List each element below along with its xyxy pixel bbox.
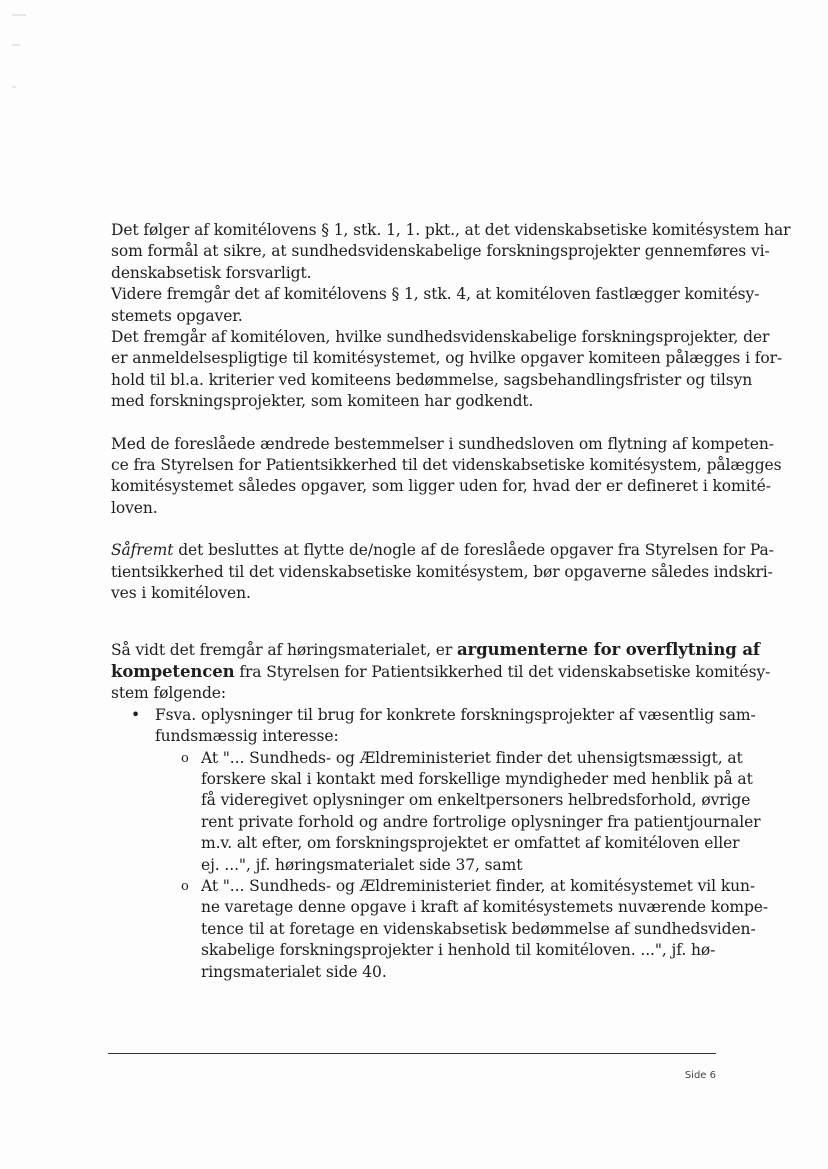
text-line: Videre fremgår det af komitélovens § 1, stk. 4, at komitéloven fastlægger komitésy- xyxy=(111,285,760,304)
text-line: Det følger af komitélovens § 1, stk. 1, 1. pkt., at det videnskabsetiske komitésystem har xyxy=(111,221,791,239)
text-line: ce fra Styrelsen for Patientsikkerhed til det videnskabsetiske komitésystem, pålægges xyxy=(111,456,782,475)
text-line: med forskningsprojekter, som komiteen har godkendt. xyxy=(111,392,534,411)
text-line: stemets opgaver. xyxy=(111,306,243,325)
text-line: fundsmæssig interesse: xyxy=(155,727,339,746)
document-body xyxy=(111,220,791,983)
text-run: Så vidt det fremgår af høringsmaterialet, er xyxy=(111,640,457,659)
paragraph-spacer xyxy=(111,413,721,434)
paragraph-saafremt xyxy=(111,540,774,604)
text-line: som formål at sikre, at sundhedsvidenskabelige forskningsprojekter gennemføres vi- xyxy=(111,242,770,261)
text-run: fra Styrelsen for Patientsikkerhed til det videnskabsetiske komitésy- xyxy=(234,662,771,681)
text-line: komitésystemet således opgaver, som ligger uden for, hvad der er defineret i komité- xyxy=(111,477,771,496)
text-line: ves i komitéloven. xyxy=(111,584,251,603)
bullet-icon: • xyxy=(131,705,141,724)
text-line: ej. ...", jf. høringsmaterialet side 37, samt xyxy=(201,855,523,874)
page-number: Side 6 xyxy=(684,1070,716,1081)
text-line: tientsikkerhed til det videnskabsetiske komitésystem, bør opgaverne således indskri- xyxy=(111,562,773,581)
scan-artifact xyxy=(12,86,16,88)
text-line: rent private forhold og andre fortrolige oplysninger fra patientjournaler xyxy=(201,812,761,831)
argument-list xyxy=(111,705,768,983)
text-line: ne varetage denne opgave i kraft af komitésystemets nuværende kompe- xyxy=(201,898,768,917)
footer-divider xyxy=(108,1053,716,1054)
sub-list-item xyxy=(111,748,761,876)
scan-artifact xyxy=(12,14,26,16)
text-line: Med de foreslåede ændrede bestemmelser i sundhedsloven om flytning af kompeten- xyxy=(111,434,774,453)
text-line: få videregivet oplysninger om enkeltpersoners helbredsforhold, øvrige xyxy=(201,791,751,810)
text-line: stem følgende: xyxy=(111,684,227,703)
list-item xyxy=(111,705,768,983)
text-line xyxy=(111,639,760,661)
italic-lead: Såfremt xyxy=(111,541,174,560)
sub-list xyxy=(155,748,768,983)
paragraph-spacer xyxy=(111,605,721,639)
paragraph-komitelov-opgaver xyxy=(111,284,760,327)
paragraph-anmeldelsespligt xyxy=(111,327,783,413)
text-line: m.v. alt efter, om forskningsprojektet er omfattet af komitéloven eller xyxy=(201,834,740,853)
text-line: forskere skal i kontakt med forskellige myndigheder med henblik på at xyxy=(201,769,753,788)
text-line xyxy=(111,661,771,683)
circle-bullet-icon: o xyxy=(181,750,189,766)
paragraph-aendrede-bestemmelser xyxy=(111,434,782,520)
text-line: denskabsetisk forsvarligt. xyxy=(111,263,312,282)
sub-list-item xyxy=(111,876,768,983)
paragraph-spacer xyxy=(111,519,721,540)
text-line: ringsmaterialet side 40. xyxy=(201,962,387,981)
text-line: At "... Sundheds- og Ældreministeriet finder det uhensigtsmæssigt, at xyxy=(201,748,743,767)
paragraph-argumenter xyxy=(111,639,771,705)
text-line: loven. xyxy=(111,498,158,517)
text-line: Det fremgår af komitéloven, hvilke sundhedsvidenskabelige forskningsprojekter, der xyxy=(111,328,770,347)
bold-emphasis: kompetencen xyxy=(111,661,235,681)
text-line xyxy=(111,540,774,561)
text-line: Fsva. oplysninger til brug for konkrete forskningsprojekter af væsentlig sam- xyxy=(155,705,756,724)
scan-artifact xyxy=(12,44,20,46)
text-line: At "... Sundheds- og Ældreministeriet finder, at komitésystemet vil kun- xyxy=(201,876,756,895)
text-line: er anmeldelsespligtige til komitésystemet, og hvilke opgaver komiteen pålægges i for- xyxy=(111,349,783,368)
paragraph-komitelov-formaal xyxy=(111,220,791,284)
circle-bullet-icon: o xyxy=(181,878,189,894)
text-line: tence til at foretage en videnskabsetisk bedømmelse af sundhedsviden- xyxy=(201,919,756,938)
text-line: skabelige forskningsprojekter i henhold til komitéloven. ...", jf. hø- xyxy=(201,941,716,960)
text-run: det besluttes at flytte de/nogle af de foreslåede opgaver fra Styrelsen for Pa- xyxy=(173,541,774,560)
text-line: hold til bl.a. kriterier ved komiteens bedømmelse, sagsbehandlingsfrister og tilsyn xyxy=(111,370,753,389)
bold-emphasis: argumenterne for overflytning af xyxy=(456,639,760,659)
